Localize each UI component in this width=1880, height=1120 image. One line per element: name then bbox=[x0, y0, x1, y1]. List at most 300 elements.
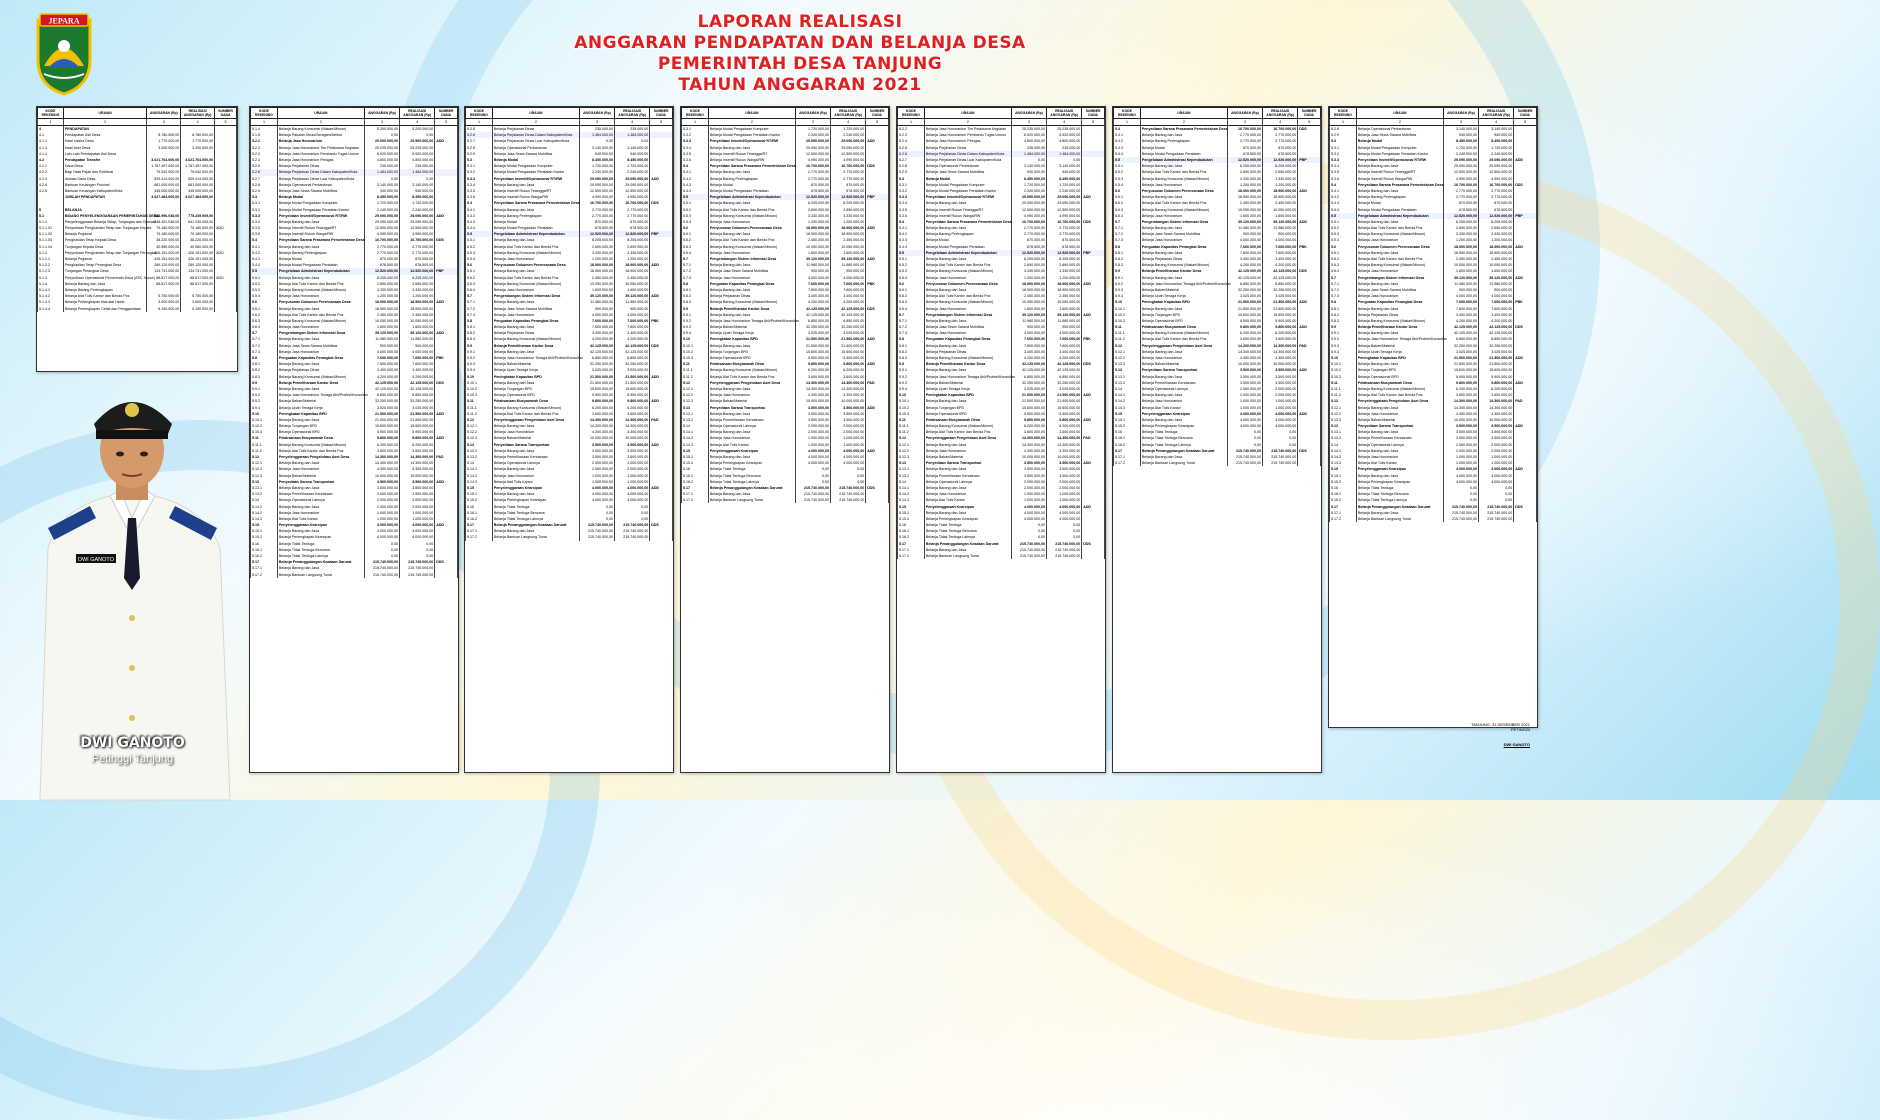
table-cell: Belanja Barang dan Jasa bbox=[924, 510, 1011, 516]
table-cell: 5.4.3 bbox=[466, 219, 493, 225]
table-row bbox=[898, 151, 1105, 157]
table-cell: 5.13.1 bbox=[1114, 374, 1141, 380]
table-cell: 14.300.000,00 bbox=[364, 454, 399, 460]
table-cell: Penghasilan Tetap Kepala Desa bbox=[63, 237, 147, 243]
table-cell: 5.15 bbox=[251, 522, 278, 528]
table-cell: 5.8.1 bbox=[1114, 250, 1141, 256]
report-sheet-5 bbox=[896, 106, 1106, 773]
table-cell: 2.000.000,00 bbox=[1263, 386, 1298, 392]
table-cell: 5.6.2 bbox=[1330, 256, 1357, 262]
table-cell: 8.780.000,00 bbox=[147, 132, 181, 138]
table-cell: 5.13.2 bbox=[1114, 380, 1141, 386]
table-cell: 5.4.1 bbox=[898, 225, 925, 231]
table-cell: 3.500.000,00 bbox=[615, 448, 650, 454]
table-cell: 14.300.000,00 bbox=[795, 386, 830, 392]
table-cell: 345.000.000,00 bbox=[181, 188, 215, 194]
table-cell: 79.042.000,00 bbox=[147, 169, 181, 175]
table-cell: 2.450.000,00 bbox=[1011, 293, 1046, 299]
table-cell: Belanja Bahan/Material bbox=[708, 324, 795, 330]
table-cell: 5.14 bbox=[466, 460, 493, 466]
table-cell: ADD bbox=[650, 374, 673, 380]
table-cell: 11.980.000,00 bbox=[579, 299, 614, 305]
table-cell: 14.300.000,00 bbox=[615, 417, 650, 423]
table-cell: 14.300.000,00 bbox=[1479, 404, 1514, 410]
table-cell: 900.000,00 bbox=[1047, 324, 1082, 330]
table-cell: 8.450.000,00 bbox=[364, 194, 399, 200]
table-cell: 5.11 bbox=[682, 361, 709, 367]
table-cell: ADD bbox=[866, 404, 889, 410]
table-cell: Belanja Jasa Honorarium Tenaga Ahli/Profesi/Konsultan bbox=[278, 393, 368, 398]
table-cell: 5.17 bbox=[1330, 503, 1357, 509]
table-cell: 18.900.000,00 bbox=[1443, 250, 1478, 256]
table-cell: Belanja Pemeliharaan Kantor Desa bbox=[708, 305, 795, 311]
table-row bbox=[682, 318, 889, 324]
table-cell: 5.900.000,00 bbox=[1443, 374, 1478, 380]
table-cell: Belanja Tidak Terduga Bencana bbox=[708, 473, 795, 479]
table-cell: Belanja Barang dan Jasa bbox=[924, 225, 1011, 231]
table-cell: 14.300.000,00 bbox=[1047, 435, 1082, 441]
table-cell: 5.12 bbox=[1114, 343, 1141, 349]
table-cell: Belanja Barang dan Jasa bbox=[708, 454, 795, 460]
table-cell: 18.900.000,00 bbox=[1479, 250, 1514, 256]
table-cell: 5.7 bbox=[251, 330, 278, 336]
table-cell: ADD bbox=[650, 176, 673, 182]
table-cell: 900.000,00 bbox=[1443, 287, 1478, 293]
table-row bbox=[251, 392, 458, 398]
table-cell: 5.5.2 bbox=[1330, 225, 1357, 231]
table-cell: 4.000.000,00 bbox=[1227, 417, 1262, 423]
table-cell: 15.600.000,00 bbox=[364, 423, 399, 429]
column-number: 1 bbox=[466, 119, 493, 126]
table-cell: Belanja Perlengkapan Kearsipan bbox=[492, 497, 579, 503]
table-cell: 678.500,00 bbox=[1263, 151, 1298, 157]
table-cell: Belanja Pemeliharaan Kantor Desa bbox=[1140, 268, 1227, 274]
table-cell: 16.700.000,00 bbox=[1263, 126, 1298, 133]
table-cell: 0,00 bbox=[1443, 491, 1478, 497]
table-cell: 4.1.3 bbox=[38, 145, 64, 151]
table-cell: 8.205.000,00 bbox=[579, 237, 614, 243]
table-cell: 3.025.000,00 bbox=[831, 330, 866, 336]
table-cell: 5.4.4 bbox=[1114, 151, 1141, 157]
table-cell: 5.10.1 bbox=[251, 417, 278, 423]
table-cell: 3.500.000,00 bbox=[364, 485, 399, 491]
table-cell: 5.4 bbox=[898, 219, 925, 225]
table-cell: 5.6.1 bbox=[466, 268, 493, 274]
table-cell: 5.2.6 bbox=[466, 132, 493, 138]
table-cell: 1.200.000,00 bbox=[615, 256, 650, 262]
table-cell: Belanja Barang dan Jasa bbox=[1140, 417, 1227, 423]
table-cell: 5.200.000,00 bbox=[400, 126, 435, 133]
table-cell: 215.740.000,00 bbox=[1047, 541, 1082, 547]
table-cell: 0,00 bbox=[400, 132, 435, 138]
table-cell: ADD bbox=[1298, 367, 1321, 373]
table-cell: Penyelenggaraan Pengelolaan Aset Desa bbox=[708, 380, 795, 386]
table-cell: 4.990.000,00 bbox=[795, 157, 830, 163]
table-cell: Belanja Upah Tenaga Kerja bbox=[1140, 293, 1227, 299]
table-cell bbox=[1082, 126, 1105, 133]
table-cell: Belanja Barang dan Jasa bbox=[924, 466, 1011, 472]
table-cell: 2.690.000,00 bbox=[1443, 225, 1478, 231]
table-cell: 2.770.000,00 bbox=[615, 206, 650, 212]
table-cell: 2.240.000,00 bbox=[1479, 151, 1514, 157]
table-cell: PBK bbox=[650, 318, 673, 324]
table-cell: 5.9.3 bbox=[466, 361, 493, 367]
table-cell: ADD bbox=[435, 299, 458, 305]
table-cell: 5.16.2 bbox=[682, 479, 709, 485]
table-cell: 3.500.000,00 bbox=[615, 454, 650, 460]
table-cell: 11.980.000,00 bbox=[795, 262, 830, 268]
table-cell: 5.16.2 bbox=[251, 553, 278, 559]
table-cell: 5.3.1 bbox=[682, 126, 709, 133]
table-cell: 1.000.000,00 bbox=[364, 516, 399, 522]
table-cell: 11.980.000,00 bbox=[831, 262, 866, 268]
table-cell: 1.787.497.000,00 bbox=[181, 163, 215, 169]
table-cell: 8.450.000,00 bbox=[1011, 176, 1046, 182]
table-cell: Belanja Perlengkapan Kearsipan bbox=[277, 534, 364, 540]
table-cell: Penguatan Kapasitas Perangkat Desa bbox=[924, 336, 1011, 342]
table-cell: Bantuan Keuangan Provinsi bbox=[63, 182, 147, 188]
table-cell: 4.200.000,00 bbox=[1011, 355, 1046, 361]
table-cell: 6.200.000,00 bbox=[1479, 386, 1514, 392]
table-cell: 2.240.000,00 bbox=[1047, 188, 1082, 194]
table-cell: 6.850.000,00 bbox=[795, 318, 830, 324]
table-cell: 1.000.000,00 bbox=[1263, 404, 1298, 410]
table-cell: 1.200.000,00 bbox=[795, 219, 830, 225]
table-cell: 2.450.000,00 bbox=[579, 275, 614, 281]
table-cell: 3.000.000,00 bbox=[181, 299, 215, 305]
table-cell: Belanja Bantuan Langsung Tunai bbox=[277, 572, 364, 578]
table-cell: 5.7.2 bbox=[466, 305, 493, 311]
table-cell: Belanja Modal Pengadaan Komputer bbox=[492, 163, 579, 169]
column-number: 3 bbox=[795, 119, 830, 126]
column-number: 2 bbox=[277, 119, 364, 126]
table-cell: Belanja Jasa Honorarium Tenaga Ahli/Profesi/Konsultan bbox=[709, 318, 799, 323]
table-cell: 5.16 bbox=[251, 541, 278, 547]
table-cell: 3.400.000,00 bbox=[831, 293, 866, 299]
table-cell: 10.000.000,00 bbox=[831, 398, 866, 404]
column-number: 5 bbox=[1082, 119, 1105, 126]
table-cell: DDS bbox=[435, 559, 458, 565]
table-cell: Belanja Pemeliharaan Kantor Desa bbox=[277, 380, 364, 386]
table-cell: 32.250.000,00 bbox=[615, 361, 650, 367]
table-row bbox=[1330, 516, 1537, 522]
table-cell: Belanja Jasa Honorarium bbox=[708, 392, 795, 398]
table-cell: Penguatan Kapasitas Perangkat Desa bbox=[1356, 299, 1443, 305]
table-cell: 5.8 bbox=[251, 355, 278, 361]
table-row bbox=[898, 126, 1105, 133]
table-cell: 7.600.000,00 bbox=[615, 324, 650, 330]
table-cell: 5.3.5 bbox=[682, 151, 709, 157]
table-cell: 678.500,00 bbox=[795, 188, 830, 194]
table-cell: 2.770.000,00 bbox=[831, 176, 866, 182]
table-cell: 5.17.1 bbox=[1114, 454, 1141, 460]
table-cell: Belanja Barang dan Jasa bbox=[1356, 429, 1443, 435]
table-cell: 18.900.000,00 bbox=[1479, 244, 1514, 250]
table-cell: Belanja Jasa Honorarium Tenaga Ahli/Profesi/Konsultan bbox=[493, 356, 583, 361]
table-cell: 5.17 bbox=[466, 522, 493, 528]
table-cell: 3.500.000,00 bbox=[1011, 460, 1046, 466]
table-cell: 426.151.000,00 bbox=[181, 250, 215, 256]
table-cell: 0,00 bbox=[400, 553, 435, 559]
table-cell: 5.15.1 bbox=[251, 528, 278, 534]
table-cell: Belanja Jasa Honorarium bbox=[1140, 182, 1227, 188]
table-cell: 3.600.000,00 bbox=[1443, 392, 1478, 398]
table-cell: 5.12.1 bbox=[466, 423, 493, 429]
table-cell: 0,00 bbox=[1479, 497, 1514, 503]
column-header-uraian: URAIAN bbox=[63, 108, 147, 119]
table-cell: Belanja Jasa Sewa Sarana Mobilitas bbox=[492, 305, 579, 311]
table-cell: 5.4 bbox=[1114, 126, 1141, 133]
table-cell: 5.7 bbox=[1114, 219, 1141, 225]
table-cell: DDS bbox=[1514, 182, 1537, 188]
table-cell: Belanja Jasa Honorarium bbox=[1356, 293, 1443, 299]
table-cell: 5.15.2 bbox=[682, 460, 709, 466]
table-cell: Belanja Tunjangan BPD bbox=[277, 423, 364, 429]
table-cell: Penyelenggaraan Kearsipan bbox=[1356, 466, 1443, 472]
table-cell: Belanja Alat Tulis Kantor dan Benda Pos bbox=[492, 411, 579, 417]
table-cell: 2.000.000,00 bbox=[400, 503, 435, 509]
table-cell: 1.484.000,00 bbox=[615, 132, 650, 138]
table-cell: Belanja Bahan/Material bbox=[708, 398, 795, 404]
table-cell: 16.700.000,00 bbox=[1227, 126, 1262, 133]
table-cell: 8.450.000,00 bbox=[1047, 176, 1082, 182]
table-cell: 32.250.000,00 bbox=[1263, 287, 1298, 293]
table-cell: 5.6.2 bbox=[682, 237, 709, 243]
table-cell: Belanja Jasa Honorarium bbox=[924, 330, 1011, 336]
signature-name: DWI GANOTO bbox=[1503, 742, 1530, 747]
column-header-realisasi: REALISASI ANGGARAN (Rp) bbox=[615, 108, 650, 119]
table-cell: Belanja Bahan/Material bbox=[1356, 343, 1443, 349]
table-cell: 2.770.000,00 bbox=[615, 213, 650, 219]
table-cell: 5.11 bbox=[466, 398, 493, 404]
table-cell: 10.000.000,00 bbox=[1443, 417, 1478, 423]
table-cell: Belanja Barang Perlengkapan bbox=[708, 176, 795, 182]
table-cell: Belanja Barang dan Jasa bbox=[277, 275, 364, 281]
table-cell: ADD bbox=[866, 336, 889, 342]
table-cell: 3.600.000,00 bbox=[364, 448, 399, 454]
table-cell: 1.484.000,00 bbox=[1047, 151, 1082, 157]
table-cell: 5.2.5 bbox=[466, 126, 493, 133]
table-cell: 4.000.000,00 bbox=[400, 534, 435, 540]
table-cell: 2.240.000,00 bbox=[1011, 188, 1046, 194]
table-cell: 3.500.000,00 bbox=[1047, 460, 1082, 466]
table-cell: 1.770.000,00 bbox=[181, 138, 215, 144]
table-cell: Belanja Pemeliharaan Kendaraan bbox=[492, 454, 579, 460]
table-cell: Alokasi Dana Desa bbox=[63, 176, 147, 182]
table-cell: 4.000.000,00 bbox=[400, 528, 435, 534]
table-cell: 5.4.3 bbox=[251, 256, 278, 262]
table-cell: Belanja Alat Tulis Kantor bbox=[277, 516, 364, 522]
table-cell: 5.13.2 bbox=[251, 491, 278, 497]
table-cell: 5.17.1 bbox=[251, 565, 278, 571]
table-cell: Belanja Penanggulangan Keadaan Darurat bbox=[277, 559, 364, 565]
table-cell: 5.7.2 bbox=[1114, 231, 1141, 237]
table-cell: 4.000.000,00 bbox=[1443, 466, 1478, 472]
column-header-kode: KODE REKENING bbox=[682, 108, 709, 119]
table-cell: 39.120.000,00 bbox=[579, 293, 614, 299]
table-cell: 5.5.4 bbox=[466, 256, 493, 262]
table-cell: 5.9.2 bbox=[1330, 336, 1357, 342]
table-cell: 5.3.5 bbox=[251, 225, 278, 231]
table-cell: 5.7.2 bbox=[1330, 287, 1357, 293]
table-cell: Belanja Alat Tulis Kantor dan Benda Pos bbox=[708, 237, 795, 243]
table-cell: PBP bbox=[866, 194, 889, 200]
table-cell: 900.000,00 bbox=[615, 305, 650, 311]
table-cell: 32.250.000,00 bbox=[1227, 287, 1262, 293]
table-cell: 900.000,00 bbox=[1263, 231, 1298, 237]
table-cell: 3.025.000,00 bbox=[1011, 386, 1046, 392]
table-cell: 14.300.000,00 bbox=[579, 417, 614, 423]
table-cell: 1.484.000,00 bbox=[1011, 151, 1046, 157]
table-cell: 5.3 bbox=[251, 194, 278, 200]
table-cell: 20.900.000,00 bbox=[364, 138, 399, 144]
column-header-anggaran: ANGGARAN (Rp) bbox=[1011, 108, 1046, 119]
table-cell: 10.050.000,00 bbox=[831, 244, 866, 250]
table-cell: Belanja Barang dan Jasa bbox=[1140, 163, 1227, 169]
table-cell: ADD bbox=[1514, 244, 1537, 250]
table-cell: 4.200.000,00 bbox=[1479, 318, 1514, 324]
table-cell: 940.000,00 bbox=[615, 151, 650, 157]
table-cell: 0,00 bbox=[400, 176, 435, 182]
table-cell: 2.770.000,00 bbox=[1227, 132, 1262, 138]
table-cell: 4.200.000,00 bbox=[364, 374, 399, 380]
table-cell: 2.690.000,00 bbox=[1263, 169, 1298, 175]
table-cell: 12.520.000,00 bbox=[364, 268, 399, 274]
table-cell: DDS bbox=[435, 237, 458, 243]
table-cell: 18.900.000,00 bbox=[1227, 194, 1262, 200]
table-cell: 6.200.000,00 bbox=[1227, 330, 1262, 336]
table-cell: 5.10.2 bbox=[466, 386, 493, 392]
table-cell: 5.10.2 bbox=[898, 404, 925, 410]
table-cell: 3.600.000,00 bbox=[831, 374, 866, 380]
table-cell: 12.500.000,00 bbox=[1011, 206, 1046, 212]
report-sheet-4 bbox=[680, 106, 890, 773]
table-cell: 5.6.3 bbox=[466, 281, 493, 287]
table-cell: 5.5.2 bbox=[682, 206, 709, 212]
table-cell: 5.8.3 bbox=[1114, 262, 1141, 268]
table-cell: 5.8.1 bbox=[251, 361, 278, 367]
table-cell: 18.900.000,00 bbox=[1047, 281, 1082, 287]
table-cell: Belanja Jasa Honorarium bbox=[1140, 237, 1227, 243]
table-cell: 5.17.1 bbox=[1330, 510, 1357, 516]
column-header-sumber: SUMBER DANA bbox=[1514, 108, 1537, 119]
table-cell: Belanja Jasa Honorarium bbox=[277, 466, 364, 472]
table-cell: Belanja Barang dan Jasa bbox=[492, 491, 579, 497]
table-cell: 8.205.000,00 bbox=[1011, 256, 1046, 262]
column-number: 5 bbox=[650, 119, 673, 126]
table-cell: 1.600.000,00 bbox=[1263, 213, 1298, 219]
table-cell: Pengelolaan Administrasi Kependudukan bbox=[924, 250, 1011, 256]
table-cell: 8.450.000,00 bbox=[400, 194, 435, 200]
table-cell: Belanja Alat Tulis Kantor dan Benda Pos bbox=[277, 312, 364, 318]
table-cell: Penyelenggaraan Pengelolaan Aset Desa bbox=[924, 435, 1011, 441]
table-cell: 5.5 bbox=[682, 194, 709, 200]
table-cell: 5.11.2 bbox=[898, 429, 925, 435]
table-cell: Belanja Barang dan Jasa bbox=[492, 182, 579, 188]
table-cell: 678.500,00 bbox=[579, 225, 614, 231]
table-cell: Belanja Bahan/Material bbox=[924, 380, 1011, 386]
table-cell: 4.000.000,00 bbox=[1263, 411, 1298, 417]
table-cell: 2.450.000,00 bbox=[1443, 256, 1478, 262]
table-cell: 5.4.4 bbox=[682, 188, 709, 194]
table-cell: 7.600.000,00 bbox=[579, 324, 614, 330]
table-cell: 3.500.000,00 bbox=[831, 417, 866, 423]
table-cell: 5.5.4 bbox=[682, 219, 709, 225]
table-cell: Hasil Aset Desa bbox=[63, 145, 147, 151]
table-cell: 42.125.000,00 bbox=[579, 349, 614, 355]
table-cell: 5.11.1 bbox=[251, 442, 278, 448]
table-cell: 14.300.000,00 bbox=[1263, 343, 1298, 349]
table-cell: Belanja Modal bbox=[277, 194, 364, 200]
table-cell: Belanja Pemeliharaan Kantor Desa bbox=[492, 343, 579, 349]
column-header-realisasi: REALISASI ANGGARAN (Rp) bbox=[1479, 108, 1514, 119]
table-cell: Belanja Operasional Perkantoran bbox=[492, 145, 579, 151]
table-cell: Belanja Jasa Sewa Sarana Mobilitas bbox=[1356, 287, 1443, 293]
table-cell: 235.000,00 bbox=[400, 163, 435, 169]
table-cell: Belanja Tidak Terduga Lainnya bbox=[924, 534, 1011, 540]
table-row bbox=[251, 169, 458, 175]
table-cell: 1.770.000,00 bbox=[147, 138, 181, 144]
table-cell: 2.450.000,00 bbox=[795, 237, 830, 243]
table-cell: 5.2.5 bbox=[251, 163, 278, 169]
table-cell: Belanja Perlengkapan Alat-alat Listrik bbox=[63, 299, 147, 305]
table-cell: 5.14 bbox=[251, 497, 278, 503]
table-cell: 5.2.9 bbox=[466, 151, 493, 157]
table-cell: Belanja Pemeliharaan Kendaraan bbox=[1140, 380, 1227, 386]
table-cell: 5.6.2 bbox=[466, 275, 493, 281]
table-cell: 5.9 bbox=[251, 380, 278, 386]
table-cell: Belanja Operasional Lainnya bbox=[1356, 442, 1443, 448]
table-cell: Belanja Insentif Rukun Tetangga/RT bbox=[708, 151, 795, 157]
table-cell: 7.600.000,00 bbox=[615, 318, 650, 324]
table-cell: 5.6.2 bbox=[1114, 200, 1141, 206]
table-cell: 29.090.000,00 bbox=[364, 219, 399, 225]
table-cell: 11.980.000,00 bbox=[1011, 318, 1046, 324]
table-cell: 5.7.3 bbox=[1330, 293, 1357, 299]
table-cell: 2.770.000,00 bbox=[1479, 194, 1514, 200]
table-cell: 5.5.3 bbox=[1114, 176, 1141, 182]
table-cell: 870.000,00 bbox=[1011, 237, 1046, 243]
table-cell: BELANJA bbox=[63, 206, 147, 212]
table-cell: 21.500.000,00 bbox=[615, 380, 650, 386]
table-cell: 6.200.000,00 bbox=[400, 442, 435, 448]
table-cell: 5.17.1 bbox=[682, 491, 709, 497]
column-header-anggaran: ANGGARAN (Rp) bbox=[364, 108, 399, 119]
table-cell: Belanja Modal bbox=[924, 176, 1011, 182]
table-cell: 2.770.000,00 bbox=[1227, 138, 1262, 144]
table-cell: 0,00 bbox=[1479, 491, 1514, 497]
table-row bbox=[1330, 182, 1537, 188]
table-cell: PAD bbox=[650, 417, 673, 423]
table-cell: 5.3 bbox=[1330, 138, 1357, 144]
table-cell: 39.120.000,00 bbox=[795, 256, 830, 262]
table-cell: 5.1.1.03 bbox=[38, 237, 64, 243]
table-cell: 18.900.000,00 bbox=[831, 225, 866, 231]
table-cell: 5.750.000,00 bbox=[147, 293, 181, 299]
table-cell: 5.13 bbox=[251, 479, 278, 485]
table-cell: 2.770.000,00 bbox=[1011, 231, 1046, 237]
table-cell: 5.9.2 bbox=[898, 374, 925, 380]
table-cell: Belanja Alat Tulis Kantor dan Benda Pos bbox=[492, 244, 579, 250]
table-cell: 3.500.000,00 bbox=[1011, 473, 1046, 479]
table-cell: 1.600.000,00 bbox=[1443, 268, 1478, 274]
table-cell: 870.000,00 bbox=[615, 219, 650, 225]
table-cell: Belanja Bantuan Langsung Tunai bbox=[492, 534, 579, 540]
table-cell: Belanja Jasa Honorarium bbox=[277, 510, 364, 516]
table-cell: Belanja Barang Konsumsi (Makan/Minum) bbox=[1356, 262, 1443, 268]
table-cell: Belanja Operasional BPD bbox=[1140, 318, 1227, 324]
table-cell: 9.800.000,00 bbox=[364, 435, 399, 441]
